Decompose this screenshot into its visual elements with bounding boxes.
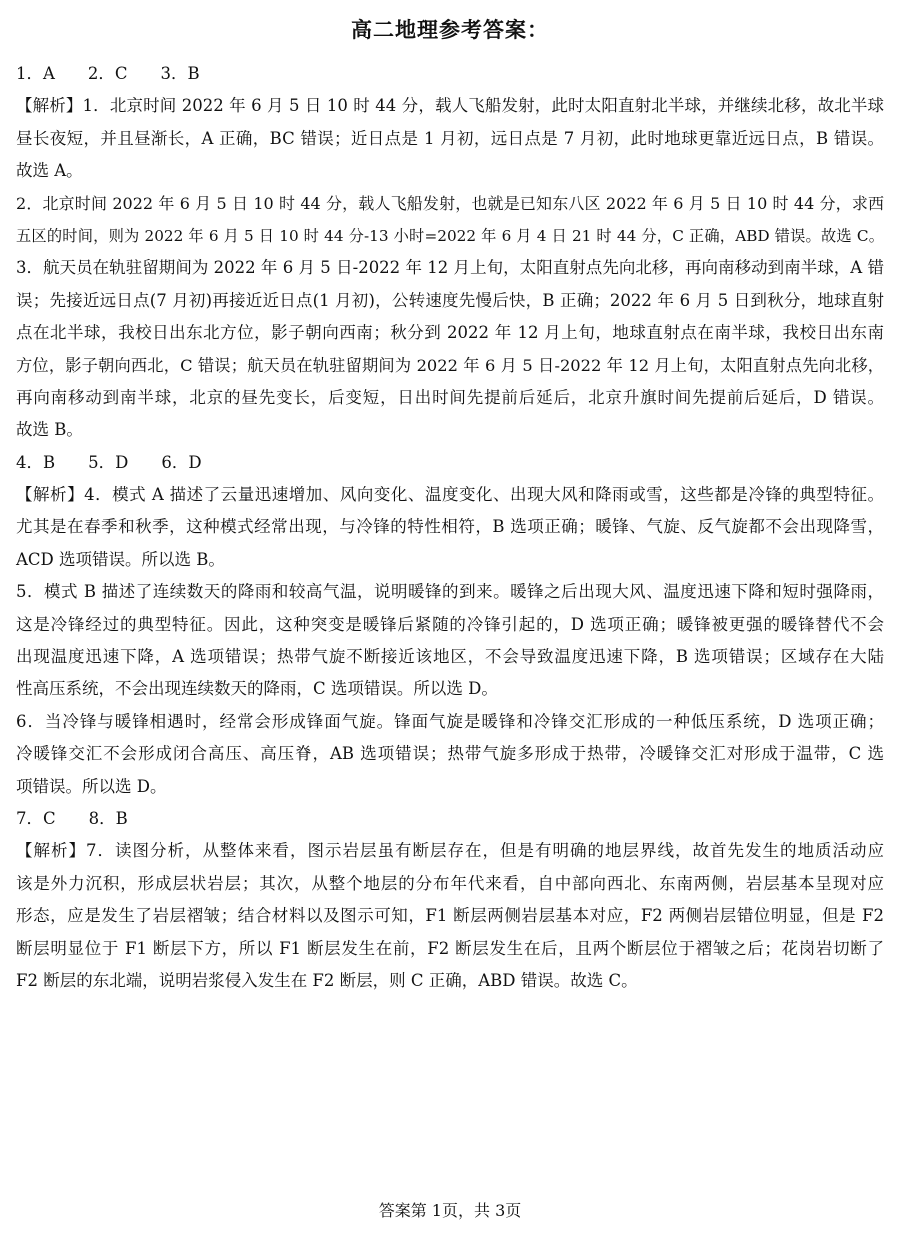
explanation-line: 该是外力沉积，形成层状岩层；其次，从整个地层的分布年代来看，自中部向西北、东南两侧，岩层基本呈现对应 (16, 873, 884, 893)
explanation-line: 点在北半球，我校日出东北方位，影子朝向西南；秋分到 2022 年 12 月上旬，地球直射点在南半球，我校日出东南 (16, 323, 884, 343)
explanation-line: 再向南移动到南半球，北京的昼先变长，后变短，日出时间先提前后延后，北京升旗时间先提前后延后，D 错误。 (16, 387, 884, 407)
explanation-line: 【解析】1．北京时间 2022 年 6 月 5 日 10 时 44 分，载人飞船发射，此时太阳直射北半球，并继续北移，故北半球 (16, 96, 884, 116)
answer-key-line: 4．B 5．D 6．D (16, 452, 202, 472)
explanation-line: 冷暖锋交汇不会形成闭合高压、高压脊，AB 选项错误；热带气旋多形成于热带，冷暖锋交汇对形成于温带，C 选 (16, 744, 884, 764)
explanation-line: 故选 A。 (16, 161, 83, 181)
explanation-line: 方位，影子朝向西北，C 错误；航天员在轨驻留期间为 2022 年 6 月 5 日-2022 年 12 月上旬，太阳直射点先向北移， (16, 355, 884, 375)
explanation-line: 五区的时间，则为 2022 年 6 月 5 日 10 时 44 分-13 小时=2022 年 6 月 4 日 21 时 44 分，C 正确，ABD 错误。故选 C。 (16, 226, 884, 245)
explanation-line: 3．航天员在轨驻留期间为 2022 年 6 月 5 日-2022 年 12 月上旬，太阳直射点先向北移，再向南移动到南半球，A 错 (16, 258, 884, 278)
explanation-line: 昼长夜短，并且昼渐长，A 正确，BC 错误；近日点是 1 月初，远日点是 7 月初，此时地球更靠近远日点，B 错误。 (16, 128, 884, 148)
explanation-line: 【解析】7．读图分析，从整体来看，图示岩层虽有断层存在，但是有明确的地层界线，故首先发生的地质活动应 (16, 841, 884, 861)
explanation-line: 形态，应是发生了岩层褶皱；结合材料以及图示可知，F1 断层两侧岩层基本对应，F2 两侧岩层错位明显，但是 F2 (16, 906, 884, 926)
answer-content (16, 58, 884, 997)
explanation-line: 性高压系统，不会出现连续数天的降雨，C 选项错误。所以选 D。 (16, 679, 498, 699)
explanation-line: 尤其是在春季和秋季，这种模式经常出现，与冷锋的特性相符，B 选项正确；暖锋、气旋、反气旋都不会出现降雪， (16, 517, 884, 537)
explanation-line: 出现温度迅速下降，A 选项错误；热带气旋不断接近该地区，不会导致温度迅速下降，B 选项错误；区域存在大陆 (16, 647, 884, 667)
explanation-line: 5．模式 B 描述了连续数天的降雨和较高气温，说明暖锋的到来。暖锋之后出现大风、温度迅速下降和短时强降雨， (16, 582, 884, 602)
answer-key-line: 1．A 2．C 3．B (16, 64, 200, 83)
explanation-line: 2．北京时间 2022 年 6 月 5 日 10 时 44 分，载人飞船发射，也就是已知东八区 2022 年 6 月 5 日 10 时 44 分，求西 (16, 193, 884, 213)
explanation-line: 故选 B。 (16, 420, 83, 440)
explanation-line: 项错误。所以选 D。 (16, 776, 167, 796)
explanation-line: 这是冷锋经过的典型特征。因此，这种突变是暖锋后紧随的冷锋引起的，D 选项正确；暖锋被更强的暖锋替代不会 (16, 614, 884, 634)
explanation-line: F2 断层的东北端，说明岩浆侵入发生在 F2 断层，则 C 正确，ABD 错误。故选 C。 (16, 970, 638, 990)
answer-key-line: 7．C 8．B (16, 808, 128, 828)
explanation-line: 断层明显位于 F1 断层下方，所以 F1 断层发生在前，F2 断层发生在后，且两个断层位于褶皱之后；花岗岩切断了 (16, 938, 884, 958)
explanation-line: 【解析】4．模式 A 描述了云量迅速增加、风向变化、温度变化、出现大风和降雨或雪，这些都是冷锋的典型特征。 (16, 485, 884, 505)
page-title: 高二地理参考答案： (351, 17, 549, 42)
explanation-line: ACD 选项错误。所以选 B。 (16, 549, 225, 569)
explanation-line: 6．当冷锋与暖锋相遇时，经常会形成锋面气旋。锋面气旋是暖锋和冷锋交汇形成的一种低压系统，D 选项正确； (16, 711, 884, 731)
explanation-line: 误；先接近远日点(7 月初)再接近近日点(1 月初)，公转速度先慢后快，B 正确；2022 年 6 月 5 日到秋分，地球直射 (16, 290, 884, 310)
page-footer: 答案第 1页，共 3页 (378, 1201, 522, 1220)
